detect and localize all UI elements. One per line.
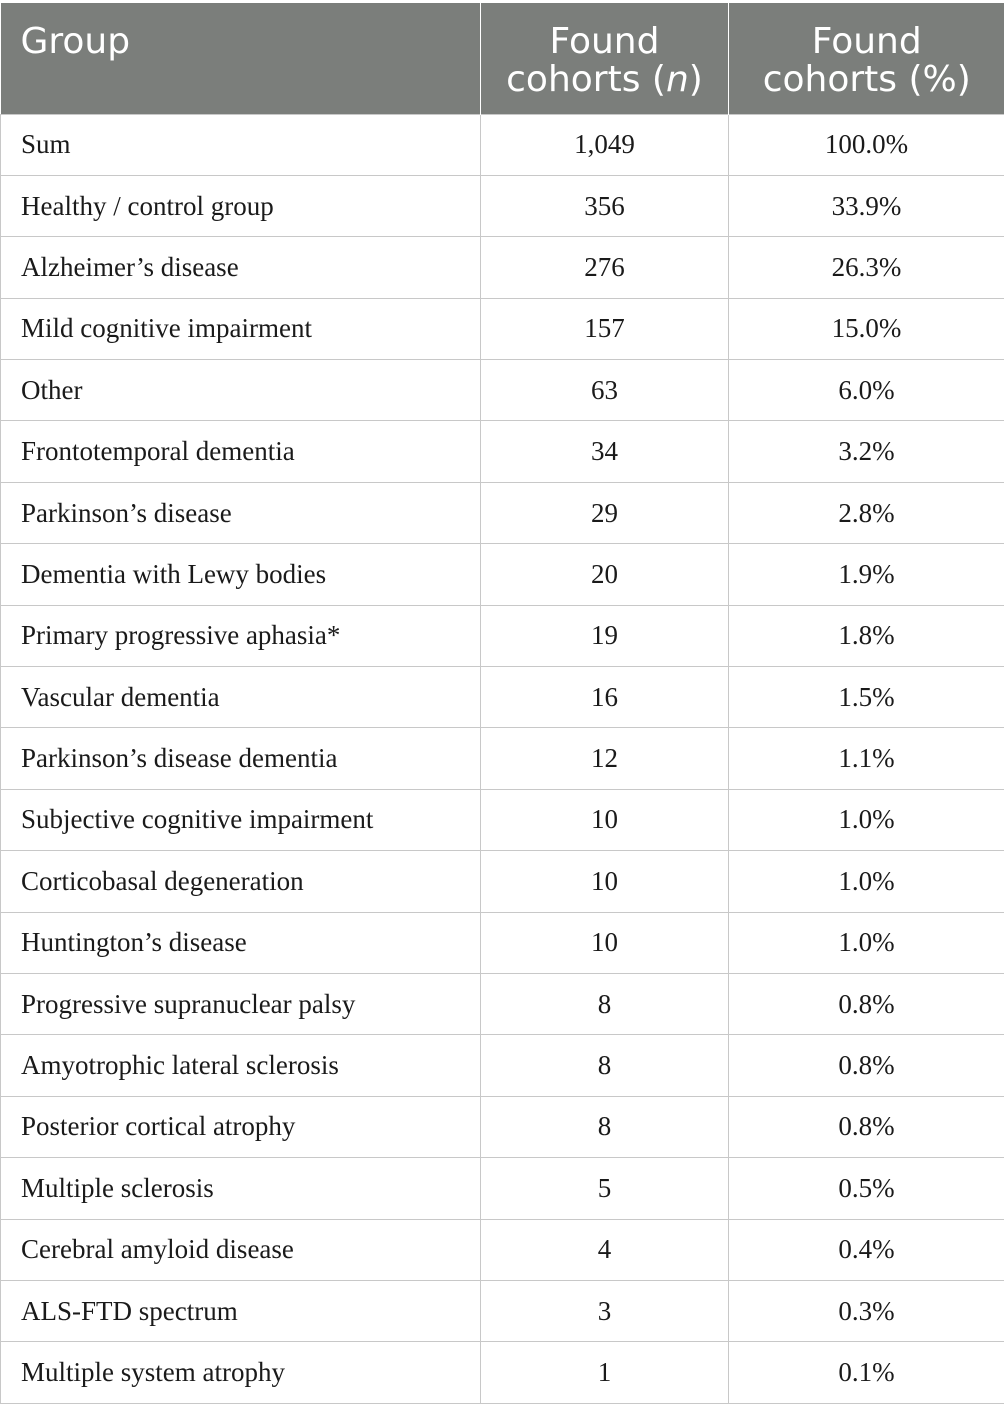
cell-count: 356 bbox=[481, 175, 729, 236]
table-row bbox=[1, 789, 1004, 850]
table-row bbox=[1, 851, 1004, 912]
cell-percent: 0.8% bbox=[729, 973, 1004, 1034]
cell-group: Posterior cortical atrophy bbox=[1, 1096, 481, 1157]
cell-count: 1,049 bbox=[481, 114, 729, 175]
cell-group: Progressive supranuclear palsy bbox=[1, 973, 481, 1034]
cell-group: Cerebral amyloid disease bbox=[1, 1219, 481, 1280]
cell-group: ALS-FTD spectrum bbox=[1, 1280, 481, 1341]
header-found-pct-line1: Found bbox=[811, 21, 922, 62]
cell-count: 16 bbox=[481, 667, 729, 728]
table-row bbox=[1, 114, 1004, 175]
header-found-pct bbox=[729, 3, 1004, 114]
cohort-table bbox=[0, 3, 1004, 1404]
cell-percent: 0.8% bbox=[729, 1096, 1004, 1157]
header-found-pct-line2: cohorts (%) bbox=[762, 59, 971, 100]
cell-group: Sum bbox=[1, 114, 481, 175]
cell-count: 29 bbox=[481, 482, 729, 543]
table-header bbox=[1, 3, 1004, 114]
table-row bbox=[1, 1280, 1004, 1341]
cell-percent: 1.9% bbox=[729, 544, 1004, 605]
table-row bbox=[1, 482, 1004, 543]
table-row bbox=[1, 237, 1004, 298]
table-row bbox=[1, 421, 1004, 482]
cell-count: 10 bbox=[481, 912, 729, 973]
table-row bbox=[1, 1158, 1004, 1219]
table-row bbox=[1, 973, 1004, 1034]
table-row bbox=[1, 175, 1004, 236]
header-found-n-line1: Found bbox=[549, 21, 660, 62]
table-row bbox=[1, 1096, 1004, 1157]
cell-count: 8 bbox=[481, 1035, 729, 1096]
cell-count: 157 bbox=[481, 298, 729, 359]
cell-count: 63 bbox=[481, 360, 729, 421]
cell-percent: 0.8% bbox=[729, 1035, 1004, 1096]
cell-group: Multiple system atrophy bbox=[1, 1342, 481, 1403]
cell-percent: 1.0% bbox=[729, 789, 1004, 850]
cell-count: 19 bbox=[481, 605, 729, 666]
cell-percent: 2.8% bbox=[729, 482, 1004, 543]
cell-percent: 1.1% bbox=[729, 728, 1004, 789]
header-found-n bbox=[481, 3, 729, 114]
cell-percent: 0.4% bbox=[729, 1219, 1004, 1280]
cell-count: 276 bbox=[481, 237, 729, 298]
cell-count: 10 bbox=[481, 789, 729, 850]
cell-group: Vascular dementia bbox=[1, 667, 481, 728]
cell-percent: 1.0% bbox=[729, 912, 1004, 973]
table-row bbox=[1, 605, 1004, 666]
table-body bbox=[1, 114, 1004, 1403]
table-row bbox=[1, 1219, 1004, 1280]
cell-count: 3 bbox=[481, 1280, 729, 1341]
cell-percent: 0.1% bbox=[729, 1342, 1004, 1403]
cell-percent: 0.5% bbox=[729, 1158, 1004, 1219]
cell-group: Frontotemporal dementia bbox=[1, 421, 481, 482]
header-found-n-italic: n bbox=[665, 59, 689, 100]
header-found-n-close: ) bbox=[688, 59, 703, 100]
cell-group: Amyotrophic lateral sclerosis bbox=[1, 1035, 481, 1096]
cell-count: 1 bbox=[481, 1342, 729, 1403]
table-row bbox=[1, 667, 1004, 728]
cell-percent: 1.8% bbox=[729, 605, 1004, 666]
cell-count: 5 bbox=[481, 1158, 729, 1219]
cell-group: Dementia with Lewy bodies bbox=[1, 544, 481, 605]
table-row bbox=[1, 1035, 1004, 1096]
header-group-label: Group bbox=[20, 21, 131, 62]
cell-percent: 1.5% bbox=[729, 667, 1004, 728]
cell-percent: 15.0% bbox=[729, 298, 1004, 359]
cell-count: 20 bbox=[481, 544, 729, 605]
header-found-n-line2: cohorts ( bbox=[506, 59, 666, 100]
cell-group: Healthy / control group bbox=[1, 175, 481, 236]
cell-count: 10 bbox=[481, 851, 729, 912]
table-row bbox=[1, 728, 1004, 789]
cell-percent: 26.3% bbox=[729, 237, 1004, 298]
table-row bbox=[1, 912, 1004, 973]
cell-count: 34 bbox=[481, 421, 729, 482]
cell-count: 12 bbox=[481, 728, 729, 789]
cell-group: Subjective cognitive impairment bbox=[1, 789, 481, 850]
cell-group: Mild cognitive impairment bbox=[1, 298, 481, 359]
cell-percent: 100.0% bbox=[729, 114, 1004, 175]
cell-percent: 3.2% bbox=[729, 421, 1004, 482]
cell-percent: 6.0% bbox=[729, 360, 1004, 421]
cell-group: Other bbox=[1, 360, 481, 421]
table-row bbox=[1, 1342, 1004, 1403]
header-row bbox=[1, 3, 1004, 114]
cell-group: Corticobasal degeneration bbox=[1, 851, 481, 912]
cell-percent: 33.9% bbox=[729, 175, 1004, 236]
cell-count: 8 bbox=[481, 973, 729, 1034]
table-row bbox=[1, 360, 1004, 421]
cell-group: Primary progressive aphasia* bbox=[1, 605, 481, 666]
cell-group: Huntington’s disease bbox=[1, 912, 481, 973]
cell-group: Multiple sclerosis bbox=[1, 1158, 481, 1219]
header-group bbox=[1, 3, 481, 114]
cell-count: 4 bbox=[481, 1219, 729, 1280]
cell-group: Alzheimer’s disease bbox=[1, 237, 481, 298]
cell-count: 8 bbox=[481, 1096, 729, 1157]
table-row bbox=[1, 298, 1004, 359]
cell-group: Parkinson’s disease bbox=[1, 482, 481, 543]
cell-group: Parkinson’s disease dementia bbox=[1, 728, 481, 789]
table-row bbox=[1, 544, 1004, 605]
cell-percent: 1.0% bbox=[729, 851, 1004, 912]
cell-percent: 0.3% bbox=[729, 1280, 1004, 1341]
